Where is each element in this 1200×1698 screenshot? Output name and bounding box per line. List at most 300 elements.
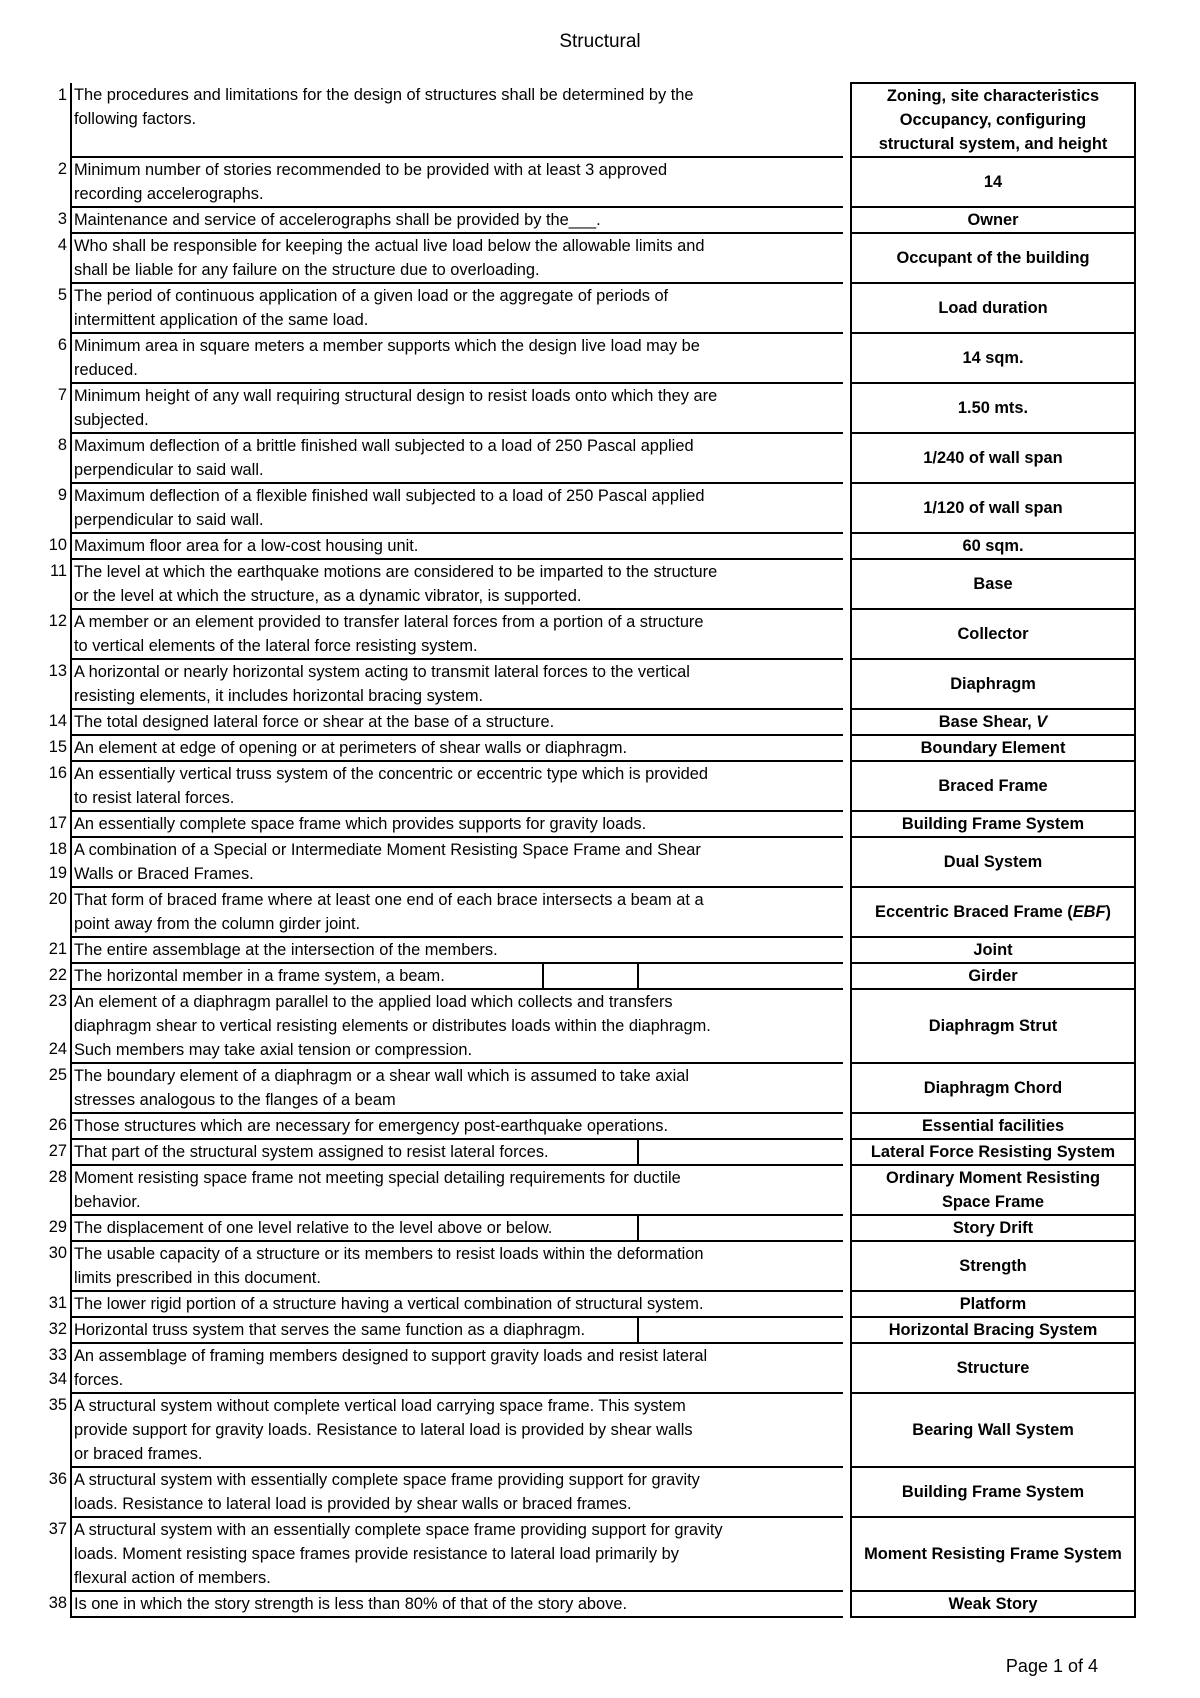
question-number-line: 19 — [48, 864, 67, 882]
question-text — [71, 1393, 843, 1467]
column-gap — [843, 963, 851, 989]
answer-cell — [851, 1317, 1135, 1343]
answer-cell — [851, 283, 1135, 333]
question-number — [38, 963, 71, 989]
question-text — [71, 283, 843, 333]
answer-line: Girder — [968, 967, 1018, 985]
question-number — [38, 483, 71, 533]
answer-line: 1/120 of wall span — [923, 499, 1063, 517]
question-text — [71, 1139, 843, 1165]
question-number — [38, 1241, 71, 1291]
question-line: The boundary element of a diaphragm or a shear wall which is assumed to take axial — [74, 1067, 689, 1085]
question-line: A structural system with essentially complete space frame providing support for gravity — [74, 1471, 700, 1489]
question-number-line: 27 — [48, 1142, 67, 1160]
question-line: Such members may take axial tension or compression. — [74, 1041, 473, 1059]
column-gap — [843, 609, 851, 659]
question-line: Maximum deflection of a brittle finished wall subjected to a load of 250 Pascal applied — [74, 437, 694, 455]
column-gap — [843, 1343, 851, 1393]
question-number — [38, 1063, 71, 1113]
question-number — [38, 1467, 71, 1517]
question-text — [71, 1343, 843, 1393]
question-line: perpendicular to said wall. — [74, 461, 264, 479]
question-number — [38, 1393, 71, 1467]
answer-cell — [851, 207, 1135, 233]
question-text — [71, 83, 843, 157]
column-gap — [843, 761, 851, 811]
question-number — [38, 811, 71, 837]
answer-cell — [851, 233, 1135, 283]
answer-line: Base — [973, 575, 1013, 593]
question-table — [38, 82, 1136, 1618]
answer-line: Strength — [959, 1257, 1027, 1275]
column-gap — [843, 837, 851, 887]
question-number-line: 24 — [48, 1040, 67, 1058]
answer-cell — [851, 383, 1135, 433]
question-text — [71, 1467, 843, 1517]
question-number-line: 8 — [57, 436, 67, 454]
answer-cell — [851, 1063, 1135, 1113]
question-text — [71, 533, 843, 559]
answer-cell — [851, 1241, 1135, 1291]
table-row — [38, 1291, 1135, 1317]
column-gap — [843, 709, 851, 735]
question-line: An element of a diaphragm parallel to the applied load which collects and transfers — [74, 993, 673, 1011]
question-line: following factors. — [74, 110, 197, 128]
question-number — [38, 659, 71, 709]
table-row — [38, 1063, 1135, 1113]
column-gap — [843, 735, 851, 761]
question-number — [38, 1517, 71, 1591]
question-text — [71, 233, 843, 283]
answer-line: Space Frame — [941, 1193, 1045, 1211]
question-number — [38, 83, 71, 157]
table-row — [38, 1139, 1135, 1165]
column-gap — [843, 1591, 851, 1617]
question-line: Maximum deflection of a flexible finished wall subjected to a load of 250 Pascal applied — [74, 487, 705, 505]
question-line: shall be liable for any failure on the structure due to overloading. — [74, 261, 540, 279]
answer-line: 1/240 of wall span — [923, 449, 1063, 467]
table-row — [38, 1113, 1135, 1139]
question-line: Minimum height of any wall requiring structural design to resist loads onto which they are — [74, 387, 718, 405]
question-number-line: 33 — [48, 1346, 67, 1364]
column-gap — [843, 283, 851, 333]
question-text — [71, 989, 843, 1063]
column-gap — [843, 1467, 851, 1517]
question-text — [71, 433, 843, 483]
answer-line: Platform — [959, 1295, 1027, 1313]
question-number — [38, 433, 71, 483]
answer-cell — [851, 1467, 1135, 1517]
answer-line: Base Shear, V — [938, 713, 1048, 731]
question-line: Those structures which are necessary for emergency post-earthquake operations. — [74, 1117, 669, 1135]
table-row — [38, 1343, 1135, 1393]
question-number-line: 32 — [48, 1320, 67, 1338]
question-number-line: 13 — [48, 662, 67, 680]
question-line: or the level at which the structure, as a dynamic vibrator, is supported. — [74, 587, 582, 605]
answer-line: Moment Resisting Frame System — [864, 1545, 1122, 1563]
question-number — [38, 937, 71, 963]
question-line: stresses analogous to the flanges of a beam — [74, 1091, 396, 1109]
question-number-line: 2 — [57, 160, 67, 178]
column-gap — [843, 1517, 851, 1591]
question-line: diaphragm shear to vertical resisting elements or distributes loads within the diaphragm. — [74, 1017, 711, 1035]
table-row — [38, 383, 1135, 433]
answer-cell — [851, 1165, 1135, 1215]
answer-line: Structure — [956, 1359, 1030, 1377]
question-line: An essentially vertical truss system of the concentric or eccentric type which is provided — [74, 765, 709, 783]
question-line: Walls or Braced Frames. — [74, 865, 254, 883]
answer-line: 14 — [983, 173, 1003, 191]
question-line: A structural system with an essentially complete space frame providing support for gravity — [74, 1521, 723, 1539]
answer-line: Collector — [957, 625, 1029, 643]
table-row — [38, 533, 1135, 559]
question-number-line: 34 — [48, 1370, 67, 1388]
question-number-line: 36 — [48, 1470, 67, 1488]
question-line: The level at which the earthquake motions are considered to be imparted to the structure — [74, 563, 718, 581]
question-line: Who shall be responsible for keeping the actual live load below the allowable limits and — [74, 237, 705, 255]
question-number-line: 31 — [48, 1294, 67, 1312]
symbol-v: V — [1036, 713, 1048, 731]
table-row — [38, 709, 1135, 735]
question-line: A member or an element provided to transfer lateral forces from a portion of a structure — [74, 613, 704, 631]
question-number — [38, 761, 71, 811]
answer-cell — [851, 157, 1135, 207]
answer-line: 1.50 mts. — [957, 399, 1029, 417]
answer-cell — [851, 1113, 1135, 1139]
answer-line: 14 sqm. — [962, 349, 1024, 367]
table-row — [38, 433, 1135, 483]
answer-cell — [851, 659, 1135, 709]
table-row — [38, 1517, 1135, 1591]
answer-line: Story Drift — [952, 1219, 1034, 1237]
question-line: That form of braced frame where at least one end of each brace intersects a beam at a — [74, 891, 704, 909]
question-number-line: 20 — [48, 890, 67, 908]
table-row — [38, 811, 1135, 837]
answer-line: Essential facilities — [921, 1117, 1065, 1135]
question-number-line: 38 — [48, 1594, 67, 1612]
answer-cell — [851, 989, 1135, 1063]
question-line: Horizontal truss system that serves the same function as a diaphragm. — [74, 1321, 586, 1339]
column-gap — [843, 233, 851, 283]
answer-line: Joint — [973, 941, 1013, 959]
answer-cell — [851, 533, 1135, 559]
question-number-line: 21 — [48, 940, 67, 958]
answer-line: Building Frame System — [901, 815, 1085, 833]
question-text — [71, 735, 843, 761]
question-line: The horizontal member in a frame system, a beam. — [74, 967, 445, 985]
question-number — [38, 989, 71, 1063]
answer-line: Braced Frame — [938, 777, 1048, 795]
question-line: to vertical elements of the lateral force resisting system. — [74, 637, 478, 655]
question-number-line: 10 — [48, 536, 67, 554]
question-text — [71, 1165, 843, 1215]
table-row — [38, 1241, 1135, 1291]
question-number — [38, 1291, 71, 1317]
question-text — [71, 207, 843, 233]
question-number-line: 6 — [57, 336, 67, 354]
question-line: flexural action of members. — [74, 1569, 271, 1587]
column-gap — [843, 1393, 851, 1467]
question-line: behavior. — [74, 1193, 141, 1211]
table-row — [38, 989, 1135, 1063]
question-line: Moment resisting space frame not meeting special detailing requirements for ductile — [74, 1169, 681, 1187]
table-row — [38, 233, 1135, 283]
question-number — [38, 1591, 71, 1617]
question-line: Is one in which the story strength is less than 80% of that of the story above. — [74, 1595, 628, 1613]
table-row — [38, 1317, 1135, 1343]
answer-line: 60 sqm. — [962, 537, 1024, 555]
question-number-line: 12 — [48, 612, 67, 630]
question-line: Maximum floor area for a low-cost housing unit. — [74, 537, 419, 555]
column-gap — [843, 659, 851, 709]
question-number — [38, 533, 71, 559]
answer-line: Dual System — [943, 853, 1043, 871]
answer-line: Eccentric Braced Frame (EBF) — [875, 903, 1111, 921]
question-number-line: 25 — [48, 1066, 67, 1084]
question-line: The usable capacity of a structure or its members to resist loads within the deformation — [74, 1245, 704, 1263]
question-number-line: 28 — [48, 1168, 67, 1186]
answer-cell — [851, 1591, 1135, 1617]
question-number-line — [38, 1013, 67, 1037]
question-number-line: 9 — [57, 486, 67, 504]
question-text — [71, 383, 843, 433]
question-number — [38, 837, 71, 887]
question-line: resisting elements, it includes horizontal bracing system. — [74, 687, 484, 705]
column-gap — [843, 1241, 851, 1291]
column-gap — [843, 1291, 851, 1317]
table-row — [38, 735, 1135, 761]
question-number — [38, 1113, 71, 1139]
question-number — [38, 1165, 71, 1215]
question-text — [71, 609, 843, 659]
table-row — [38, 157, 1135, 207]
question-number — [38, 1139, 71, 1165]
question-line: loads. Moment resisting space frames provide resistance to lateral load primarily by — [74, 1545, 679, 1563]
column-gap — [843, 1139, 851, 1165]
answer-cell — [851, 1291, 1135, 1317]
answer-cell — [851, 433, 1135, 483]
question-line: The total designed lateral force or shear at the base of a structure. — [74, 713, 555, 731]
question-line: point away from the column girder joint. — [74, 915, 361, 933]
question-number-line: 18 — [48, 840, 67, 858]
answer-line: Diaphragm — [950, 675, 1036, 693]
answer-cell — [851, 1343, 1135, 1393]
answer-cell — [851, 811, 1135, 837]
answer-line: Occupancy, configuring — [899, 111, 1087, 129]
answer-cell — [851, 609, 1135, 659]
answer-cell — [851, 837, 1135, 887]
question-text — [71, 333, 843, 383]
table-row — [38, 1165, 1135, 1215]
column-gap — [843, 333, 851, 383]
column-gap — [843, 1317, 851, 1343]
column-gap — [843, 433, 851, 483]
question-text — [71, 659, 843, 709]
question-number — [38, 709, 71, 735]
answer-line: Lateral Force Resisting System — [870, 1143, 1116, 1161]
question-line: limits prescribed in this document. — [74, 1269, 321, 1287]
question-line: The procedures and limitations for the design of structures shall be determined by the — [74, 86, 694, 104]
question-number — [38, 333, 71, 383]
answer-cell — [851, 709, 1135, 735]
question-number-line: 1 — [57, 86, 67, 104]
question-line: The entire assemblage at the intersection of the members. — [74, 941, 498, 959]
question-line: A combination of a Special or Intermediate Moment Resisting Space Frame and Shear — [74, 841, 701, 859]
question-number-line: 26 — [48, 1116, 67, 1134]
question-line: provide support for gravity loads. Resistance to lateral load is provided by shear walls — [74, 1421, 693, 1439]
question-number — [38, 887, 71, 937]
table-row — [38, 559, 1135, 609]
question-line: forces. — [74, 1371, 124, 1389]
question-text — [71, 483, 843, 533]
question-number-line: 17 — [48, 814, 67, 832]
answer-cell — [851, 1215, 1135, 1241]
answer-cell — [851, 559, 1135, 609]
question-line: reduced. — [74, 361, 138, 379]
question-number-line: 35 — [48, 1396, 67, 1414]
blank-cell-divider — [637, 964, 639, 988]
question-number-line: 4 — [57, 236, 67, 254]
question-number-line: 30 — [48, 1244, 67, 1262]
question-text — [71, 1591, 843, 1617]
question-number-line: 22 — [48, 966, 67, 984]
table-row — [38, 1467, 1135, 1517]
question-line: The displacement of one level relative to the level above or below. — [74, 1219, 553, 1237]
answer-line: Boundary Element — [920, 739, 1066, 757]
question-number — [38, 735, 71, 761]
question-line: perpendicular to said wall. — [74, 511, 264, 529]
answer-line: Load duration — [938, 299, 1048, 317]
question-line: to resist lateral forces. — [74, 789, 235, 807]
question-number — [38, 283, 71, 333]
question-number — [38, 1343, 71, 1393]
table-row — [38, 761, 1135, 811]
question-line: loads. Resistance to lateral load is provided by shear walls or braced frames. — [74, 1495, 632, 1513]
page-title: Structural — [559, 31, 641, 52]
table-row — [38, 887, 1135, 937]
answer-line: Diaphragm Chord — [923, 1079, 1063, 1097]
column-gap — [843, 1215, 851, 1241]
question-line: A structural system without complete vertical load carrying space frame. This system — [74, 1397, 686, 1415]
answer-cell — [851, 963, 1135, 989]
column-gap — [843, 157, 851, 207]
question-line: Minimum number of stories recommended to be provided with at least 3 approved — [74, 161, 668, 179]
question-line: Maintenance and service of accelerographs shall be provided by the___. — [74, 211, 601, 229]
question-line: An assemblage of framing members designed to support gravity loads and resist lateral — [74, 1347, 708, 1365]
blank-cell-divider — [542, 964, 544, 988]
answer-line: Zoning, site characteristics — [886, 87, 1100, 105]
question-line: That part of the structural system assigned to resist lateral forces. — [74, 1143, 549, 1161]
question-number-line: 11 — [49, 562, 67, 580]
question-number-line: 5 — [57, 286, 67, 304]
table-row — [38, 837, 1135, 887]
question-text — [71, 1291, 843, 1317]
page-number: Page 1 of 4 — [1005, 1656, 1098, 1676]
question-number-line: 16 — [48, 764, 67, 782]
table-row — [38, 483, 1135, 533]
blank-cell-divider — [637, 1318, 639, 1342]
answer-line: structural system, and height — [878, 135, 1108, 153]
table-row — [38, 609, 1135, 659]
column-gap — [843, 207, 851, 233]
column-gap — [843, 989, 851, 1063]
answer-cell — [851, 761, 1135, 811]
question-line: The period of continuous application of a given load or the aggregate of periods of — [74, 287, 669, 305]
symbol-ebf: EBF — [1072, 903, 1106, 921]
question-number-line: 7 — [57, 386, 67, 404]
column-gap — [843, 1063, 851, 1113]
question-number — [38, 559, 71, 609]
answer-cell — [851, 1517, 1135, 1591]
column-gap — [843, 533, 851, 559]
question-text — [71, 1241, 843, 1291]
column-gap — [843, 83, 851, 157]
question-line: An element at edge of opening or at perimeters of shear walls or diaphragm. — [74, 739, 628, 757]
answer-line: Building Frame System — [901, 1483, 1085, 1501]
question-number-line: 23 — [48, 992, 67, 1010]
question-text — [71, 1113, 843, 1139]
table-row — [38, 963, 1135, 989]
table-row — [38, 83, 1135, 157]
question-number-line: 15 — [48, 738, 67, 756]
column-gap — [843, 1165, 851, 1215]
question-line: subjected. — [74, 411, 149, 429]
column-gap — [843, 483, 851, 533]
table-row — [38, 1591, 1135, 1617]
question-text — [71, 761, 843, 811]
question-line: A horizontal or nearly horizontal system acting to transmit lateral forces to the vertical — [74, 663, 690, 681]
question-number — [38, 233, 71, 283]
question-text — [71, 559, 843, 609]
question-line: or braced frames. — [74, 1445, 203, 1463]
column-gap — [843, 937, 851, 963]
question-text — [71, 1215, 843, 1241]
answer-line: Weak Story — [948, 1595, 1038, 1613]
question-text — [71, 963, 843, 989]
question-number — [38, 207, 71, 233]
answer-line: Ordinary Moment Resisting — [885, 1169, 1101, 1187]
answer-cell — [851, 735, 1135, 761]
answer-cell — [851, 1393, 1135, 1467]
blank-cell-divider — [637, 1140, 639, 1164]
table-row — [38, 1393, 1135, 1467]
question-text — [71, 709, 843, 735]
answer-cell — [851, 887, 1135, 937]
question-text — [71, 811, 843, 837]
table-row — [38, 333, 1135, 383]
table-row — [38, 1215, 1135, 1241]
table-row — [38, 207, 1135, 233]
question-line: intermittent application of the same load. — [74, 311, 369, 329]
answer-line: Diaphragm Strut — [928, 1017, 1058, 1035]
answer-cell — [851, 937, 1135, 963]
question-line: recording accelerographs. — [74, 185, 264, 203]
table-row — [38, 283, 1135, 333]
column-gap — [843, 887, 851, 937]
question-text — [71, 1317, 843, 1343]
question-number-line: 37 — [48, 1520, 67, 1538]
question-text — [71, 1517, 843, 1591]
question-text — [71, 887, 843, 937]
answer-line: Horizontal Bracing System — [888, 1321, 1098, 1339]
question-number-line: 29 — [48, 1218, 67, 1236]
question-number — [38, 1317, 71, 1343]
column-gap — [843, 811, 851, 837]
answer-cell — [851, 1139, 1135, 1165]
question-number-line: 14 — [48, 712, 67, 730]
question-number — [38, 383, 71, 433]
column-gap — [843, 383, 851, 433]
